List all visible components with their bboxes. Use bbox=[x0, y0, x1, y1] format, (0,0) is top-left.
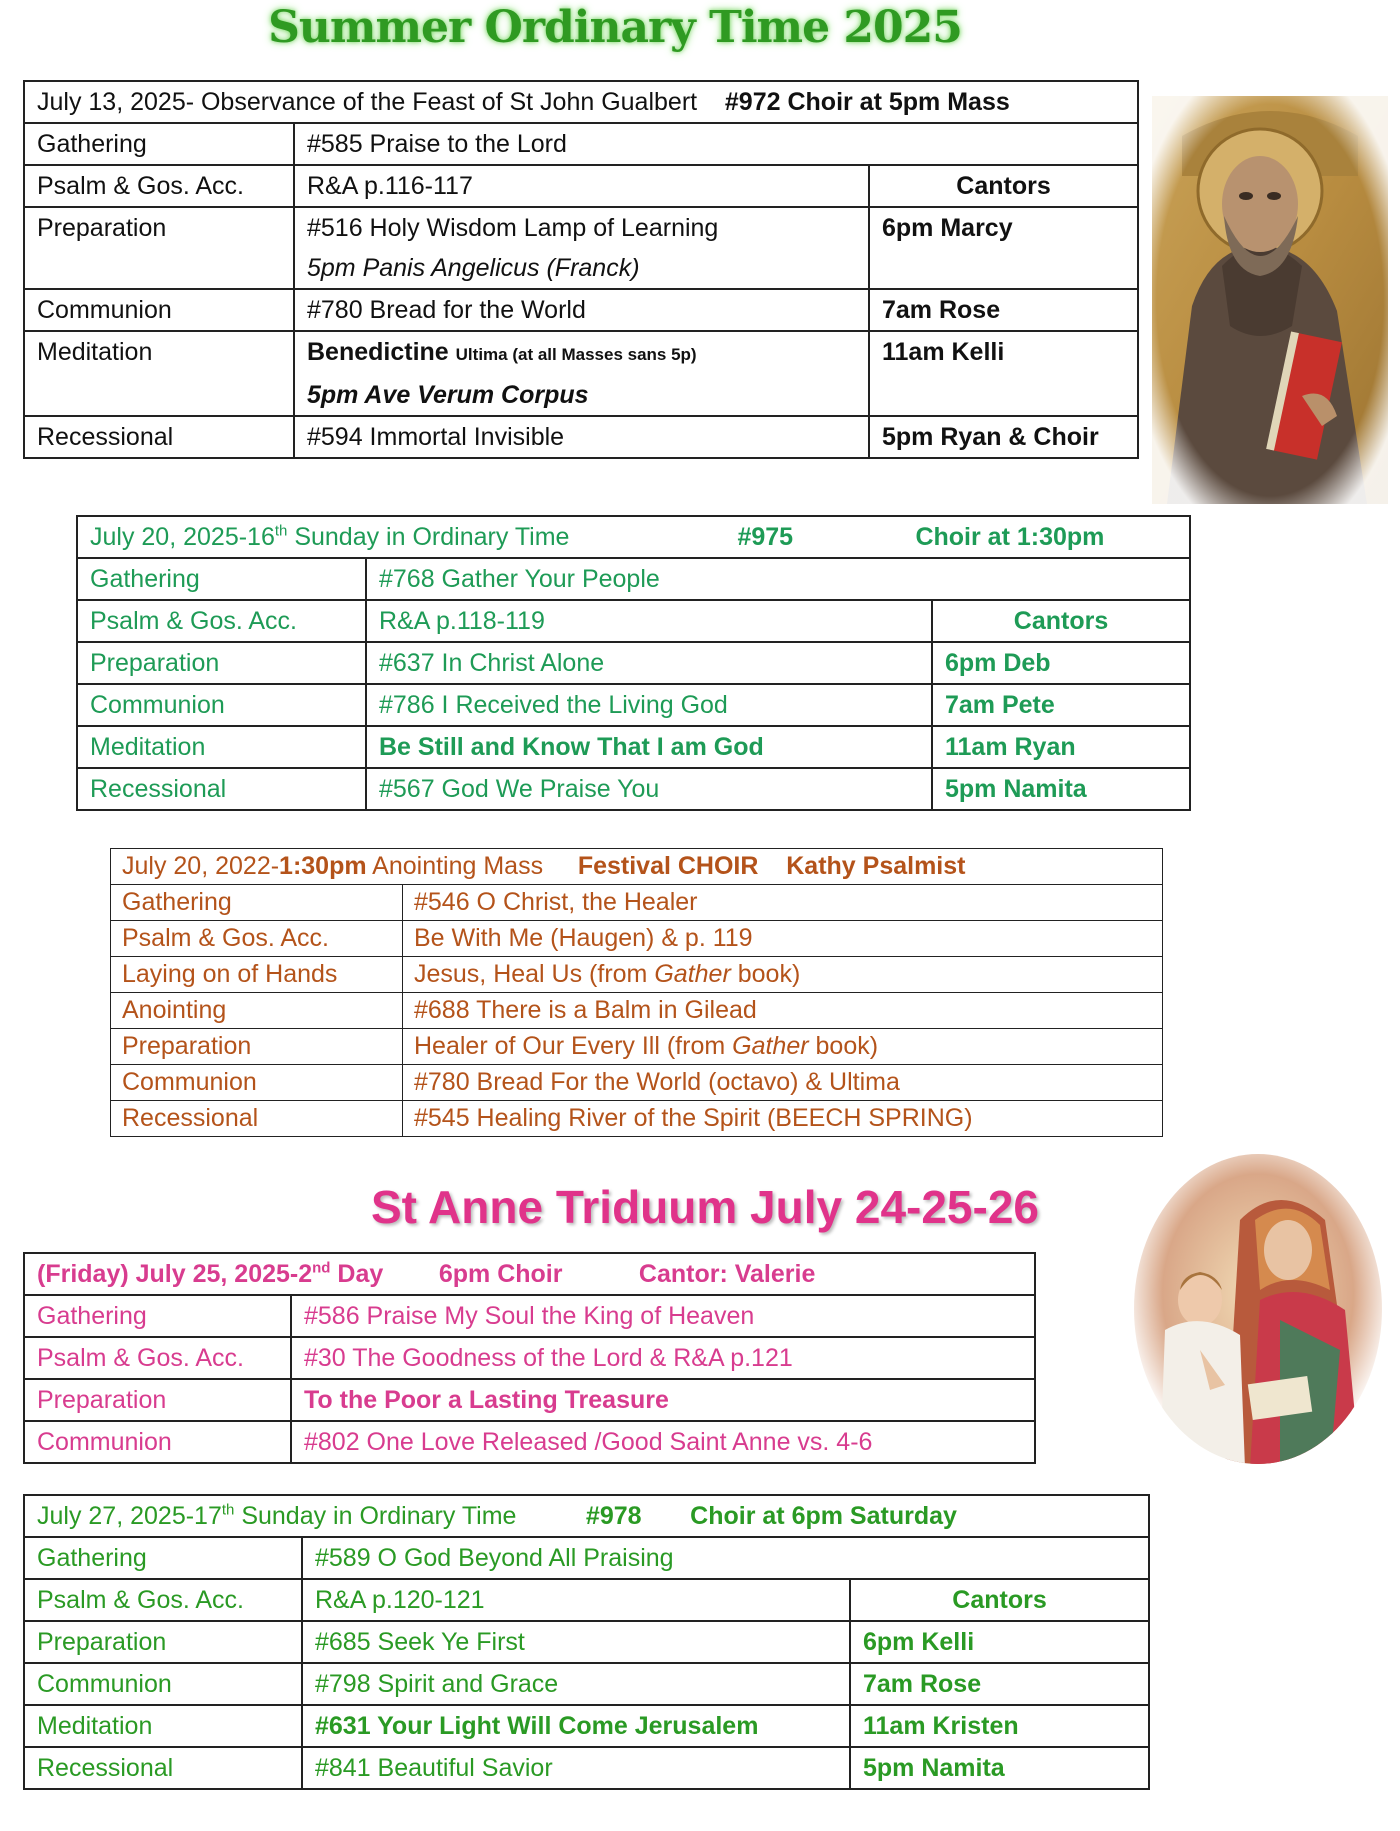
liturgy-part: Gathering bbox=[111, 885, 403, 921]
song-text: Jesus, Heal Us (from bbox=[414, 960, 655, 988]
table-row bbox=[111, 957, 1163, 993]
book-title: Gather bbox=[732, 1032, 809, 1060]
occasion-text: July 13, 2025- Observance of the Feast of St John Gualbert bbox=[37, 88, 698, 116]
table-header-row bbox=[77, 516, 1190, 558]
table-row bbox=[111, 993, 1163, 1029]
cantor-name: 11am Ryan bbox=[932, 726, 1190, 768]
table-row bbox=[77, 684, 1190, 726]
table-row bbox=[24, 165, 1138, 207]
song-title: #589 O God Beyond All Praising bbox=[302, 1537, 1149, 1579]
song-title: #546 O Christ, the Healer bbox=[403, 885, 1163, 921]
table-row bbox=[111, 885, 1163, 921]
song-cell bbox=[294, 207, 869, 289]
song-title-5pm: 5pm Ave Verum Corpus bbox=[307, 381, 589, 409]
liturgy-part: Gathering bbox=[24, 1537, 302, 1579]
song-title: #780 Bread for the World bbox=[294, 289, 869, 331]
schedule-table-july-20 bbox=[76, 515, 1191, 811]
psalmist-note: Kathy Psalmist bbox=[786, 852, 966, 880]
table-row bbox=[24, 416, 1138, 458]
liturgy-part: Preparation bbox=[24, 207, 294, 289]
liturgy-part: Psalm & Gos. Acc. bbox=[24, 165, 294, 207]
liturgy-part: Psalm & Gos. Acc. bbox=[24, 1337, 291, 1379]
song-cell bbox=[294, 331, 869, 416]
cantor-name: 5pm Ryan & Choir bbox=[869, 416, 1138, 458]
liturgy-part: Gathering bbox=[77, 558, 366, 600]
table-row bbox=[24, 123, 1138, 165]
song-text: Healer of Our Every Ill (from bbox=[414, 1032, 733, 1060]
table-row bbox=[24, 1747, 1149, 1789]
hymnal-number: #978 bbox=[585, 1502, 642, 1530]
table-header bbox=[111, 849, 1163, 885]
song-title: #545 Healing River of the Spirit (BEECH SPRING) bbox=[403, 1101, 1163, 1137]
song-title: #585 Praise to the Lord bbox=[294, 123, 1138, 165]
liturgy-part: Gathering bbox=[24, 1295, 291, 1337]
cantor-name: 11am Kristen bbox=[850, 1705, 1149, 1747]
occasion-date: July 20, 2025-16 bbox=[90, 523, 275, 551]
song-title: #586 Praise My Soul the King of Heaven bbox=[291, 1295, 1035, 1337]
liturgy-part: Meditation bbox=[77, 726, 366, 768]
song-title: #567 God We Praise You bbox=[366, 768, 932, 810]
song-title: R&A p.120-121 bbox=[302, 1579, 850, 1621]
hymnal-number: #975 bbox=[737, 523, 794, 551]
song-title: To the Poor a Lasting Treasure bbox=[291, 1379, 1035, 1421]
table-row bbox=[24, 1621, 1149, 1663]
song-text: book) bbox=[808, 1032, 879, 1060]
table-row bbox=[111, 1029, 1163, 1065]
table-row bbox=[24, 1337, 1035, 1379]
cantor-name: 6pm Kelli bbox=[850, 1621, 1149, 1663]
table-header bbox=[24, 1495, 1149, 1537]
st-anne-image bbox=[1130, 1150, 1386, 1468]
liturgy-part: Communion bbox=[24, 1421, 291, 1463]
cantor-name: 6pm Deb bbox=[932, 642, 1190, 684]
table-row bbox=[24, 1537, 1149, 1579]
choir-note: #972 Choir at 5pm Mass bbox=[724, 88, 1010, 116]
table-row bbox=[77, 600, 1190, 642]
song-title: #786 I Received the Living God bbox=[366, 684, 932, 726]
table-row bbox=[24, 331, 1138, 416]
song-title: #798 Spirit and Grace bbox=[302, 1663, 850, 1705]
choir-note: Choir at 1:30pm bbox=[915, 523, 1105, 551]
occasion-date: July 20, 2022- bbox=[122, 852, 280, 880]
song-title: #841 Beautiful Savior bbox=[302, 1747, 850, 1789]
liturgy-part: Anointing bbox=[111, 993, 403, 1029]
table-row bbox=[24, 1379, 1035, 1421]
song-title: #688 There is a Balm in Gilead bbox=[403, 993, 1163, 1029]
song-title: #780 Bread For the World (octavo) & Ultima bbox=[403, 1065, 1163, 1101]
table-header-row bbox=[24, 1253, 1035, 1295]
liturgy-part: Gathering bbox=[24, 123, 294, 165]
song-title: #30 The Goodness of the Lord & R&A p.121 bbox=[291, 1337, 1035, 1379]
occasion-text: Anointing Mass bbox=[366, 852, 544, 880]
liturgy-part: Psalm & Gos. Acc. bbox=[77, 600, 366, 642]
table-header-row bbox=[24, 1495, 1149, 1537]
song-title bbox=[403, 1029, 1163, 1065]
occasion-text: Sunday in Ordinary Time bbox=[287, 523, 570, 551]
schedule-table-july-13 bbox=[23, 80, 1139, 459]
song-title: R&A p.116-117 bbox=[294, 165, 869, 207]
occasion-date: July 27, 2025-17 bbox=[37, 1502, 222, 1530]
liturgy-part: Recessional bbox=[77, 768, 366, 810]
ordinal-suffix: nd bbox=[312, 1259, 331, 1277]
liturgy-part: Recessional bbox=[24, 1747, 302, 1789]
liturgy-part: Communion bbox=[24, 1663, 302, 1705]
table-row bbox=[111, 1101, 1163, 1137]
table-row bbox=[77, 642, 1190, 684]
cantors-header: Cantors bbox=[850, 1579, 1149, 1621]
schedule-table-july-27 bbox=[23, 1494, 1150, 1790]
song-title: R&A p.118-119 bbox=[366, 600, 932, 642]
table-row bbox=[77, 726, 1190, 768]
song-title-5pm: 5pm Panis Angelicus (Franck) bbox=[307, 254, 640, 282]
cantor-name: 7am Pete bbox=[932, 684, 1190, 726]
song-title: Benedictine bbox=[307, 338, 449, 366]
song-note: Ultima (at all Masses sans 5p) bbox=[455, 345, 697, 364]
cantor-name: 5pm Namita bbox=[850, 1747, 1149, 1789]
table-header-row bbox=[24, 81, 1138, 123]
liturgy-part: Recessional bbox=[111, 1101, 403, 1137]
liturgy-part: Psalm & Gos. Acc. bbox=[24, 1579, 302, 1621]
song-title: #685 Seek Ye First bbox=[302, 1621, 850, 1663]
ordinal-suffix: th bbox=[221, 1501, 235, 1519]
table-row bbox=[24, 289, 1138, 331]
liturgy-part: Meditation bbox=[24, 1705, 302, 1747]
table-header bbox=[77, 516, 1190, 558]
choir-note: Festival CHOIR bbox=[577, 852, 759, 880]
cantor-note: Cantor: Valerie bbox=[638, 1260, 816, 1288]
cantors-header: Cantors bbox=[869, 165, 1138, 207]
song-title: Be With Me (Haugen) & p. 119 bbox=[403, 921, 1163, 957]
schedule-table-st-anne-day-2 bbox=[23, 1252, 1036, 1464]
table-row bbox=[24, 1705, 1149, 1747]
saint-john-gualbert-image bbox=[1152, 96, 1388, 504]
table-header bbox=[24, 81, 1138, 123]
song-title: Be Still and Know That I am God bbox=[366, 726, 932, 768]
liturgy-part: Preparation bbox=[77, 642, 366, 684]
liturgy-part: Communion bbox=[111, 1065, 403, 1101]
liturgy-part: Communion bbox=[24, 289, 294, 331]
cantor-name: 7am Rose bbox=[850, 1663, 1149, 1705]
table-header-row bbox=[111, 849, 1163, 885]
table-row bbox=[77, 558, 1190, 600]
page-title: Summer Ordinary Time 2025 bbox=[268, 2, 962, 53]
liturgy-part: Preparation bbox=[111, 1029, 403, 1065]
table-row bbox=[111, 1065, 1163, 1101]
song-title: #594 Immortal Invisible bbox=[294, 416, 869, 458]
cantor-name: 6pm Marcy bbox=[869, 207, 1138, 289]
table-row bbox=[24, 207, 1138, 289]
occasion-date: (Friday) July 25, 2025-2 bbox=[37, 1260, 313, 1288]
liturgy-part: Laying on of Hands bbox=[111, 957, 403, 993]
song-text: book) bbox=[730, 960, 801, 988]
schedule-table-anointing-mass bbox=[110, 848, 1163, 1137]
table-row bbox=[24, 1421, 1035, 1463]
song-title: #637 In Christ Alone bbox=[366, 642, 932, 684]
table-row bbox=[24, 1295, 1035, 1337]
choir-note: 6pm Choir bbox=[438, 1260, 563, 1288]
liturgy-part: Communion bbox=[77, 684, 366, 726]
liturgy-part: Preparation bbox=[24, 1621, 302, 1663]
table-row bbox=[111, 921, 1163, 957]
choir-note: Choir at 6pm Saturday bbox=[690, 1502, 957, 1530]
song-title: #631 Your Light Will Come Jerusalem bbox=[302, 1705, 850, 1747]
cantors-header: Cantors bbox=[932, 600, 1190, 642]
liturgy-part: Recessional bbox=[24, 416, 294, 458]
occasion-text: Day bbox=[330, 1260, 384, 1288]
song-title: #516 Holy Wisdom Lamp of Learning bbox=[307, 214, 719, 242]
cantor-name: 11am Kelli bbox=[869, 331, 1138, 416]
table-row bbox=[24, 1579, 1149, 1621]
liturgy-part: Meditation bbox=[24, 331, 294, 416]
ordinal-suffix: th bbox=[274, 522, 288, 540]
cantor-name: 5pm Namita bbox=[932, 768, 1190, 810]
song-title bbox=[403, 957, 1163, 993]
mass-time: 1:30pm bbox=[279, 852, 367, 880]
liturgy-part: Preparation bbox=[24, 1379, 291, 1421]
song-title: #802 One Love Released /Good Saint Anne vs. 4-6 bbox=[291, 1421, 1035, 1463]
table-row bbox=[77, 768, 1190, 810]
table-row bbox=[24, 1663, 1149, 1705]
triduum-title: St Anne Triduum July 24-25-26 bbox=[370, 1181, 1040, 1233]
cantor-name: 7am Rose bbox=[869, 289, 1138, 331]
liturgy-part: Psalm & Gos. Acc. bbox=[111, 921, 403, 957]
song-title: #768 Gather Your People bbox=[366, 558, 1190, 600]
table-header bbox=[24, 1253, 1035, 1295]
occasion-text: Sunday in Ordinary Time bbox=[234, 1502, 517, 1530]
book-title: Gather bbox=[654, 960, 731, 988]
